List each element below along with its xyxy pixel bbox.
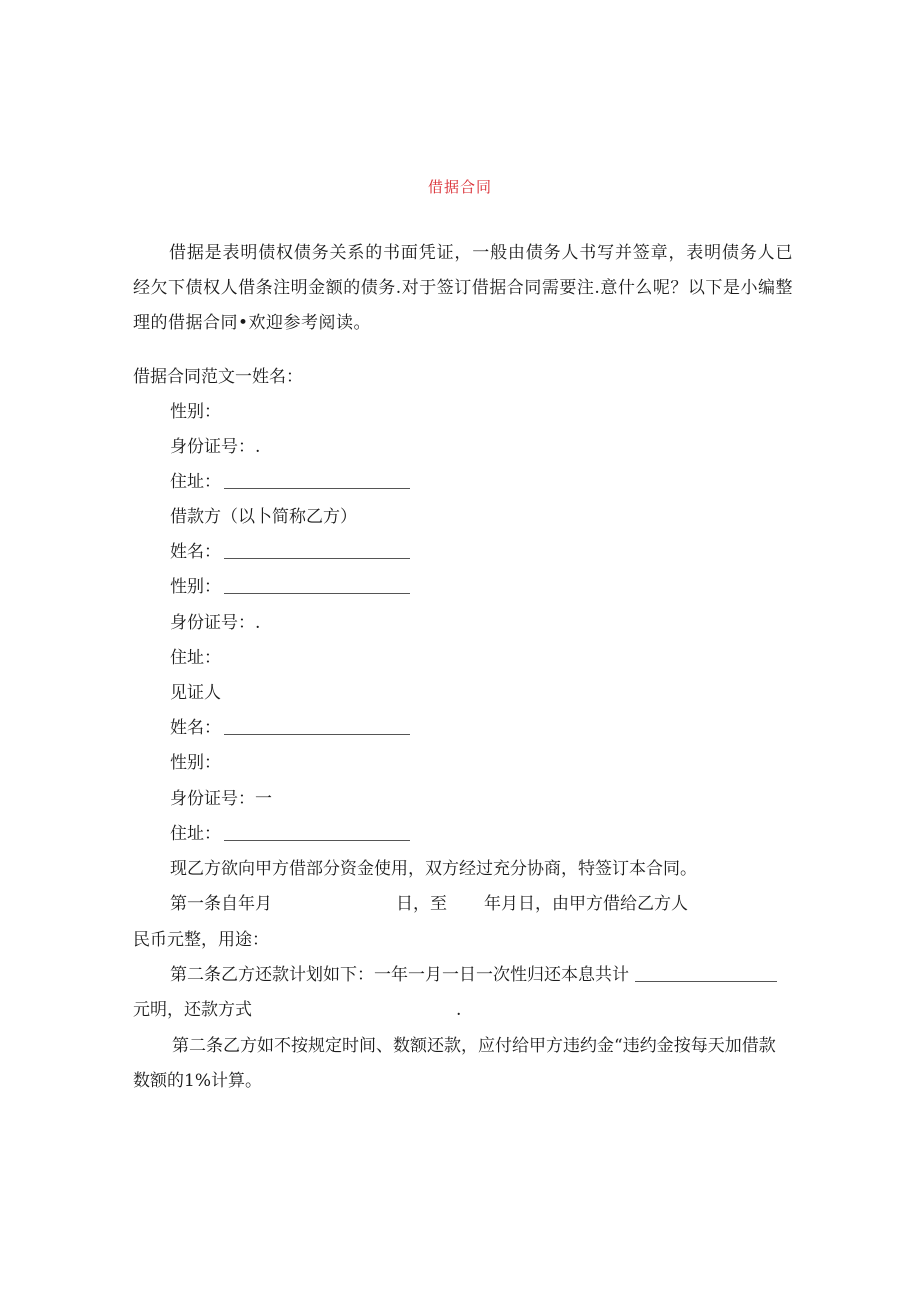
borrower-id-label: 身份证号：. <box>170 613 261 633</box>
borrower-name-label: 姓名： <box>170 542 221 562</box>
agreement-sentence: 现乙方欲向甲方借部分资金使用，双方经过充分协商，特签订本合同。 <box>170 859 697 879</box>
witness-address-blank <box>224 840 410 841</box>
article1-continuation: 民币元整，用途： <box>133 930 269 950</box>
lender-address-label: 住址： <box>170 472 221 492</box>
article1-start: 第一条自年月 <box>170 894 272 914</box>
witness-heading: 见证人 <box>170 683 221 703</box>
section-heading: 借据合同范文一姓名： <box>133 367 303 387</box>
document-title: 借据合同 <box>427 178 492 196</box>
article2-amount-blank <box>635 981 777 982</box>
article1-middle: 日，至 <box>396 894 447 914</box>
article1-end: 年月日，由甲方借给乙方人 <box>484 894 688 914</box>
lender-address-blank <box>224 488 410 489</box>
witness-id-label: 身份证号：一 <box>170 789 272 809</box>
borrower-gender-label: 性别： <box>170 577 221 597</box>
article2-period: . <box>456 1000 462 1020</box>
borrower-gender-blank <box>224 593 410 594</box>
borrower-address-label: 住址： <box>170 648 221 668</box>
witness-name-label: 姓名： <box>170 718 221 738</box>
lender-gender-label: 性别： <box>170 402 221 422</box>
article2-start: 第二条乙方还款计划如下：一年一月一日一次性归还本息共计 <box>170 965 629 985</box>
witness-gender-label: 性别： <box>170 753 221 773</box>
lender-id-label: 身份证号：. <box>170 437 261 457</box>
borrower-name-blank <box>224 558 410 559</box>
intro-paragraph: 借据是表明债权债务关系的书面凭证，一般由债务人书写并签章，表明债务人已经欠下债权人借条注明金额的债务.对于签订借据合同需要注.意什么呢？以下是小编整理的借据合同•欢迎参考阅读。 <box>133 243 793 333</box>
article3-start: 第二条乙方如不按规定时间、数额还款，应付给甲方违约金“违约金按每天加借款 <box>172 1036 776 1056</box>
article3-continuation: 数额的1%计算。 <box>133 1071 262 1091</box>
article2-continuation: 元明，还款方式 <box>133 1000 252 1020</box>
witness-address-label: 住址： <box>170 824 221 844</box>
borrower-heading: 借款方（以卜简称乙方） <box>170 507 357 527</box>
witness-name-blank <box>224 734 410 735</box>
